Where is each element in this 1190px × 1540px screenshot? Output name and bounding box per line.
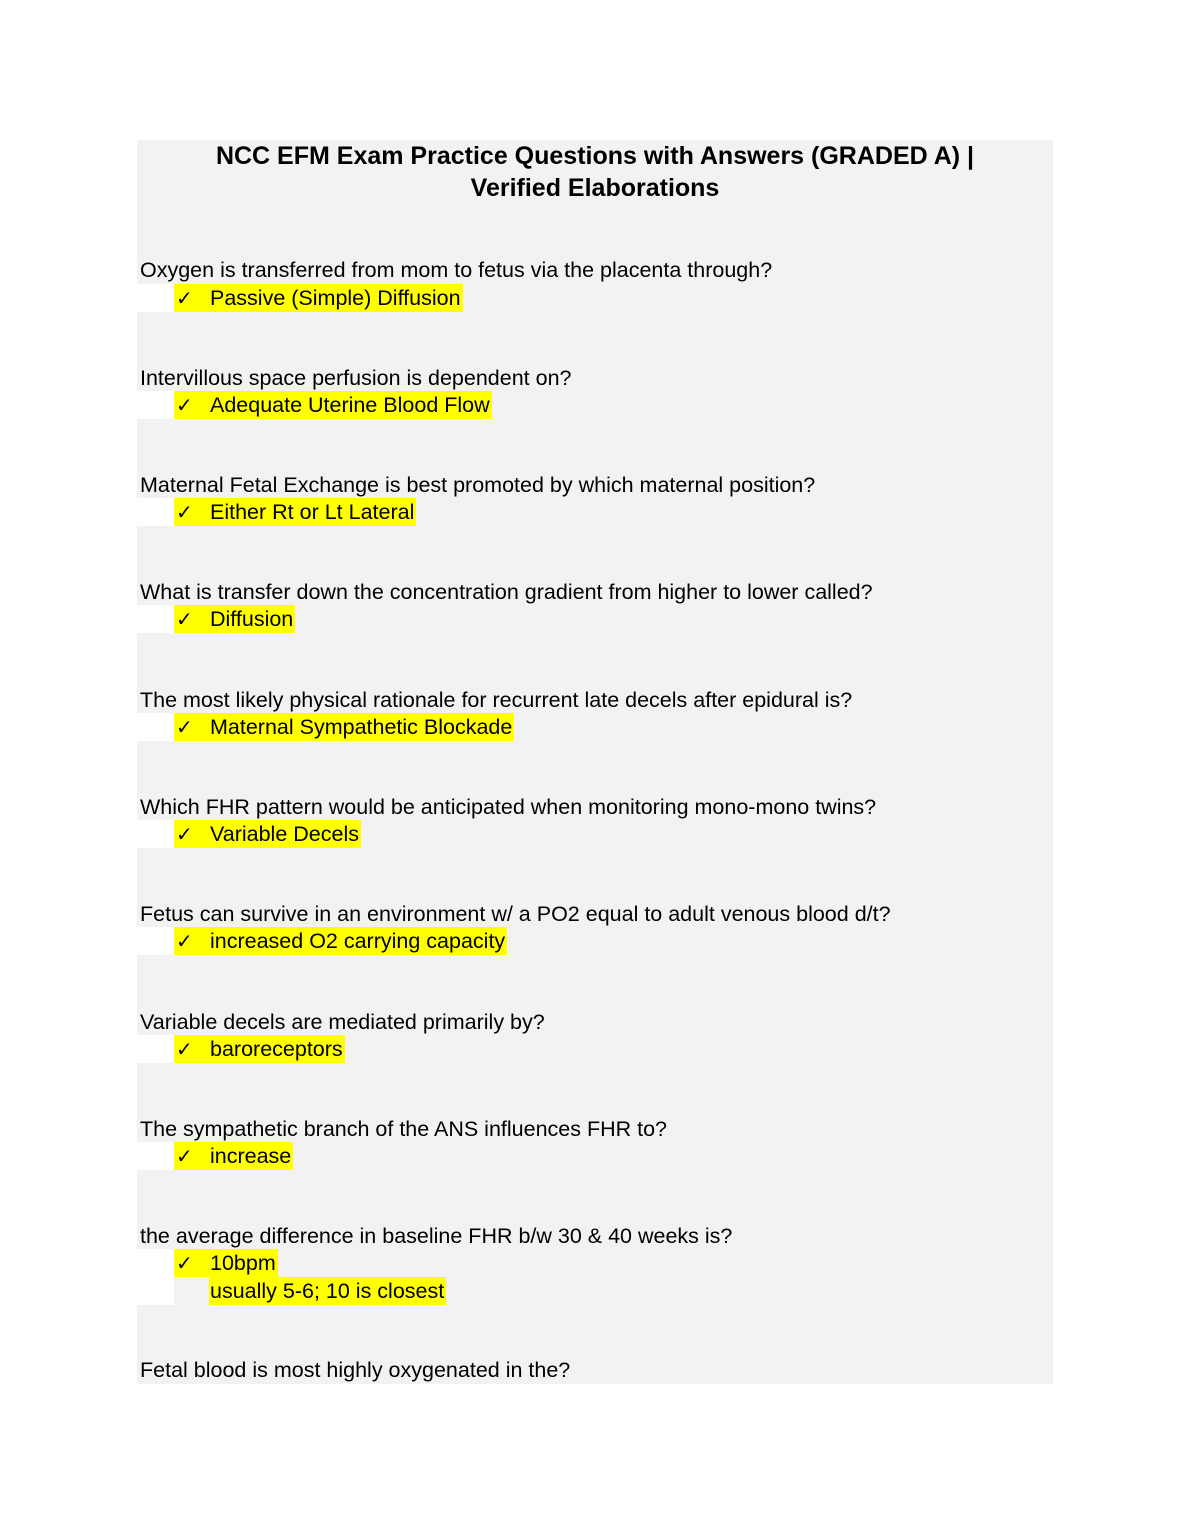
checkmark-icon: ✓ [176,500,193,524]
answer-highlight [174,1249,278,1277]
answer-note: usually 5-6; 10 is closest [210,1279,445,1303]
question-text: Which FHR pattern would be anticipated when monitoring mono-mono twins? [140,795,877,819]
answer-highlight [174,605,295,633]
title-line-2: Verified Elaborations [470,174,720,202]
answer-highlight [174,820,361,848]
answer-text: baroreceptors [210,1037,343,1061]
answer-text: increase [210,1144,292,1168]
answer-text: Variable Decels [210,822,359,846]
question-text: Variable decels are mediated primarily by? [140,1010,545,1034]
question-text: What is transfer down the concentration gradient from higher to lower called? [140,580,873,604]
answer-text: Adequate Uterine Blood Flow [210,393,490,417]
answer-text: increased O2 carrying capacity [210,929,506,953]
document-background [137,140,1053,1384]
answer-text: Maternal Sympathetic Blockade [210,715,513,739]
answer-highlight [174,1035,345,1063]
question-text: The most likely physical rationale for recurrent late decels after epidural is? [140,688,853,712]
answer-row [137,1277,174,1305]
answer-highlight [174,391,492,419]
checkmark-icon: ✓ [176,1251,193,1275]
question-text: Intervillous space perfusion is dependent on? [140,366,572,390]
checkmark-icon: ✓ [176,715,193,739]
checkmark-icon: ✓ [176,393,193,417]
question-text: Oxygen is transferred from mom to fetus via the placenta through? [140,258,773,282]
answer-text: Diffusion [210,607,294,631]
checkmark-icon: ✓ [176,286,193,310]
answer-text: 10bpm [210,1251,276,1275]
answer-highlight [174,1142,293,1170]
question-text: Fetal blood is most highly oxygenated in the? [140,1358,571,1382]
question-text: the average difference in baseline FHR b/w 30 & 40 weeks is? [140,1224,733,1248]
question-text: Fetus can survive in an environment w/ a PO2 equal to adult venous blood d/t? [140,902,891,926]
question-text: Maternal Fetal Exchange is best promoted by which maternal position? [140,473,816,497]
question-text: The sympathetic branch of the ANS influences FHR to? [140,1117,668,1141]
checkmark-icon: ✓ [176,822,193,846]
document-title [137,140,1053,204]
answer-highlight [174,927,507,955]
answer-text: Either Rt or Lt Lateral [210,500,415,524]
checkmark-icon: ✓ [176,1144,193,1168]
answer-highlight [174,713,514,741]
checkmark-icon: ✓ [176,1037,193,1061]
answer-text: Passive (Simple) Diffusion [210,286,461,310]
answer-highlight [174,498,416,526]
answer-highlight [174,284,463,312]
title-line-1: NCC EFM Exam Practice Questions with Answers (GRADED A) | [215,142,975,170]
checkmark-icon: ✓ [176,607,193,631]
checkmark-icon: ✓ [176,929,193,953]
